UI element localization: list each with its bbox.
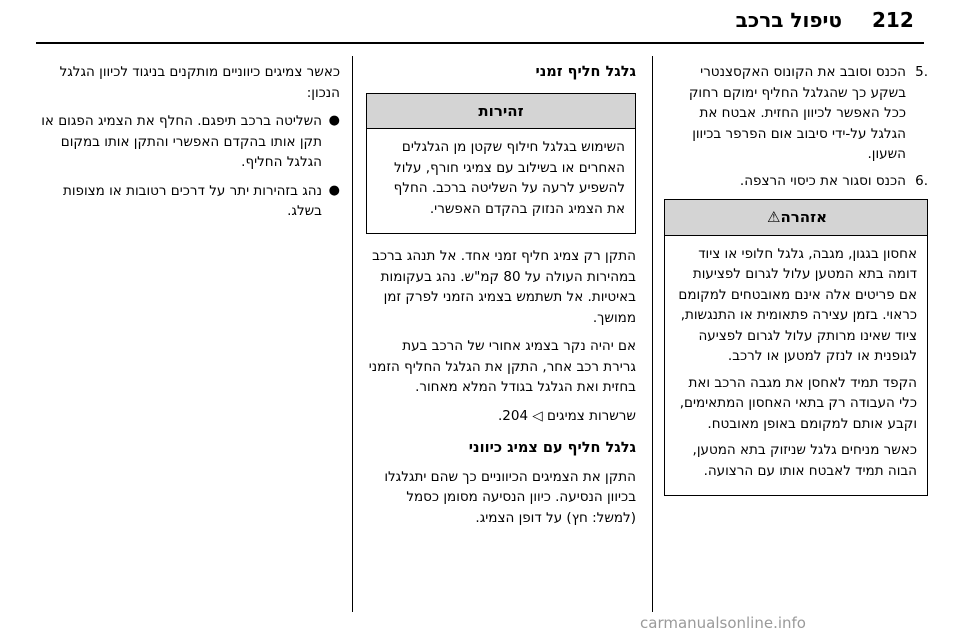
caution-paragraph: כאשר מניחים גלגל שניזוק בתא המטען, הבוה תמיד לאבטח אותו עם הרצועה. [692,442,917,479]
bullet-icon: ● [328,182,340,198]
bullet-text: השליטה ברכב תיפגם. החלף את הצמיג הפגום או תקן אותו בהקדם האפשרי והתקן אותו במקום הגלגל החליף. [41,113,322,170]
bullet-item [36,181,340,222]
step-number: .5 [915,64,928,80]
bullet-item [36,111,340,173]
caution-heading [665,200,927,236]
body-paragraph: התקן רק צמיג חליף זמני אחד. אל תנהג ברכב במהירות העולה על 80 קמ"ש. נהג בעקומות באיטיות. אל תשתמש בצמיג הזמני לפרק זמן ממושך. [372,248,636,326]
cross-reference-link[interactable]: שרשרות צמיגים ◁ 204. [498,407,636,424]
column-divider [652,56,653,612]
column-divider [352,56,353,612]
step-6 [664,171,928,192]
step-5 [664,62,928,165]
section-title-temporary-spare: גלגל חליף זמני [535,64,636,80]
header-rule [36,42,924,44]
page-header [0,0,960,52]
intro-paragraph: כאשר צמיגים כיווניים מותקנים בניגוד לכיוון הגלגל הנכון: [59,64,340,101]
page-title: טיפול ברכב [735,8,842,32]
warning-heading: זהירות [367,94,635,130]
middle-column [366,62,636,536]
warning-text: השימוש בגלגל חילוף שקטן מן הגלגלים האחרים או בשילוב עם צמיגי חורף, עלול להשפיע לרעה על השליטה ברכב. החלף את הצמיג הנזוק בהקדם האפשרי. [393,139,625,217]
bullet-icon: ● [328,113,340,128]
watermark: carmanualsonline.info [640,614,806,632]
caution-heading-text: אזהרה [780,208,828,226]
caution-paragraph: הקפד תמיד לאחסן את מגבה הרכב ואת כלי העבודה רק בתאי האחסון המתאימים, וקבע אותם למקומם באופן מאובטח. [679,374,917,432]
step-number: .6 [915,172,928,189]
caution-box [664,199,928,496]
warning-body [367,129,635,233]
section-title-directional-tyre: גלגל חליף עם צמיג כיווני [468,440,636,456]
step-text: הכנס וסגור את כיסוי הרצפה. [739,172,906,189]
bullet-text: נהג בזהירות יתר על דרכים רטובות או מצופות בשלג. [62,182,322,219]
left-column [36,62,340,230]
body-paragraph: אם יהיה נקר בצמיג אחורי של הרכב בעת גרירת רכב אחר, התקן את הגלגל החליף הזמני בחזית ואת הגלגל בגודל המלא מאחור. [368,338,636,395]
caution-body [665,236,927,496]
right-column [664,62,928,496]
caution-paragraph: אחסון בגגון, מגבה, גלגל חלופי או ציוד דומה בתא המטען עלול לגרום לפציעות אם פריטים אלה אינם מאובטחים למקומם כראוי. בזמן עצירה פתאומית או התנגשות, ציוד שאינו מרותק עלול לגרום לפציעה לגופנית או לנזק למטען או לרכב. [678,245,917,364]
warning-triangle-icon: ⚠ [766,208,781,226]
step-text: הכנס וסובב את הקונוס האקסצנטרי בשקע כך שהגלגל החליף ימוקם רחוק ככל האפשר לכיוון החזית. אבטח את הגלגל על-ידי סיבוב אום הפרפר בכיוון השעון. [688,64,906,162]
warning-box [366,93,636,235]
page-number: 212 [872,8,914,32]
body-paragraph: התקן את הצמיגים הכיווניים כך שהם יתגלגלו בכיוון הנסיעה. כיוון הנסיעה מסומן כסמל (למשל: חץ) על דופן הצמיג. [384,468,636,526]
